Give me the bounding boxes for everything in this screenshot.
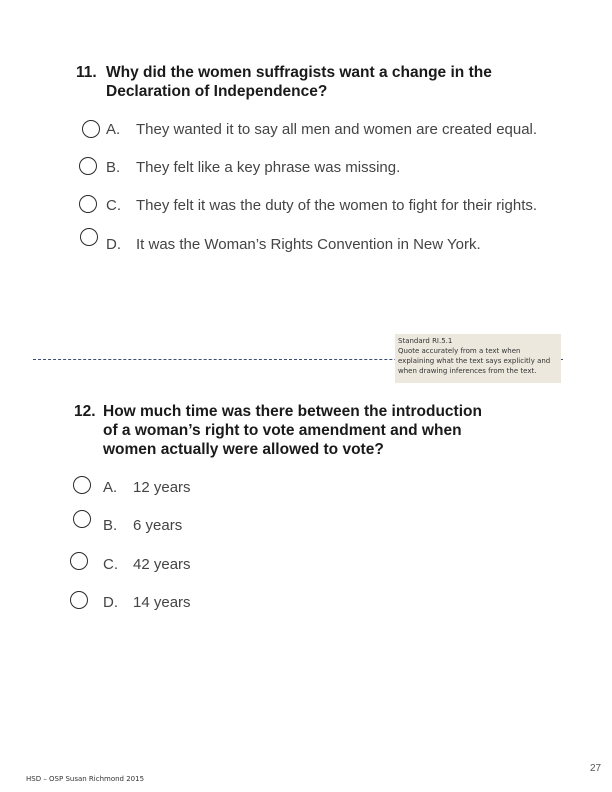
- page-number: 27: [590, 763, 602, 774]
- radio-option-b[interactable]: [73, 510, 91, 528]
- option-text: 14 years: [133, 594, 191, 611]
- question-text-line: women actually were allowed to vote?: [103, 441, 384, 458]
- standard-line: explaining what the text says explicitly and: [398, 357, 551, 365]
- option-text: 6 years: [133, 517, 183, 534]
- footer-credit: HSD – OSP Susan Richmond 2015: [26, 775, 145, 783]
- option-letter: B.: [103, 517, 118, 534]
- radio-option-a[interactable]: [82, 120, 100, 138]
- option-letter: D.: [103, 594, 118, 611]
- question-text-line: Why did the women suffragists want a change in the: [106, 64, 492, 81]
- standard-line: Standard RI.5.1: [398, 337, 453, 345]
- option-letter: C.: [106, 197, 121, 214]
- option-text: They felt like a key phrase was missing.: [136, 159, 401, 176]
- question-12-title: [74, 402, 534, 459]
- radio-option-d[interactable]: [80, 228, 98, 246]
- standard-note: [395, 334, 561, 383]
- question-text-line: How much time was there between the introduction: [103, 403, 482, 420]
- option-letter: D.: [106, 236, 121, 253]
- question-number: 11.: [76, 64, 97, 81]
- option-text: 12 years: [133, 479, 191, 496]
- radio-option-c[interactable]: [70, 552, 88, 570]
- question-text-line: Declaration of Independence?: [106, 83, 328, 100]
- radio-option-c[interactable]: [79, 195, 97, 213]
- standard-line: Quote accurately from a text when: [398, 347, 521, 355]
- option-letter: A.: [103, 479, 118, 496]
- option-letter: A.: [106, 121, 121, 138]
- standard-line: when drawing inferences from the text.: [398, 367, 537, 375]
- option-text: They felt it was the duty of the women to fight for their rights.: [136, 197, 538, 214]
- option-text: 42 years: [133, 556, 191, 573]
- radio-option-a[interactable]: [73, 476, 91, 494]
- option-text: They wanted it to say all men and women are created equal.: [136, 121, 538, 138]
- question-11-title: [76, 63, 536, 101]
- radio-option-b[interactable]: [79, 157, 97, 175]
- question-number: 12.: [74, 403, 96, 420]
- option-letter: B.: [106, 159, 121, 176]
- radio-option-d[interactable]: [70, 591, 88, 609]
- option-letter: C.: [103, 556, 118, 573]
- question-text-line: of a woman’s right to vote amendment and when: [103, 422, 462, 439]
- option-text: It was the Woman’s Rights Convention in New York.: [136, 236, 481, 253]
